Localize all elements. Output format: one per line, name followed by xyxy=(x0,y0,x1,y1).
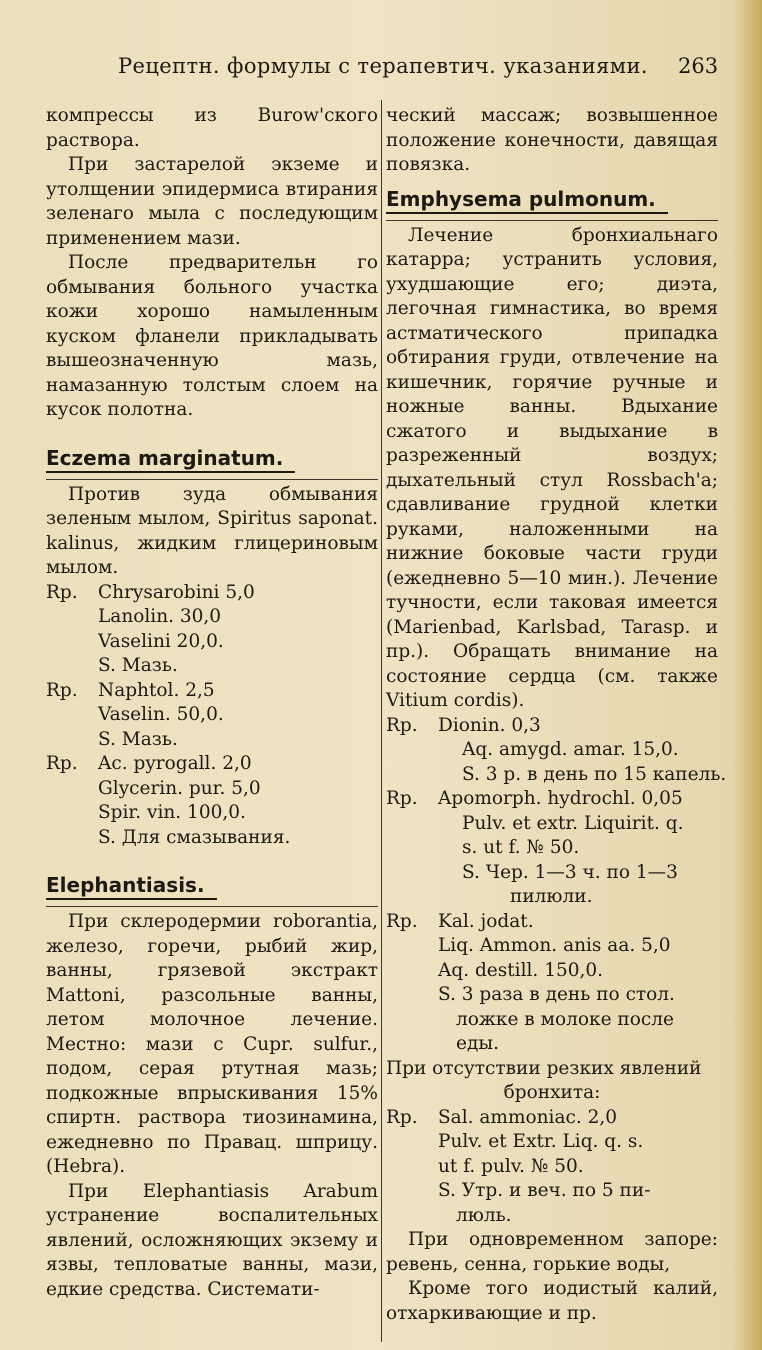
rx-signa: S. 3 р. в день по 15 капель. xyxy=(462,763,727,785)
section-rule xyxy=(46,479,378,480)
paragraph: Против зуда обмывания зеленым мылом, Spiritus saponat. kalinus, жидким глицериновым мылом. xyxy=(46,483,378,578)
rx-line: s. ut f. № 50. xyxy=(462,837,580,858)
paragraph: Кроме того иодистый калий, отхаркивающие и пр. xyxy=(386,1278,718,1324)
section-heading-elephantiasis xyxy=(46,872,378,900)
paragraph: Лечение бронхиальнаго катарра; устранить условия, ухудшающие его; диэта, легочная гимнастика, во время астматического припадка обтирания груди, отвлечение на кишечник, горячие ручные и ножные ванны. Вдыхание сжатого и выдыхание в разреженный воздух; дыхательный стул Rossbach'а; сдавливание грудной клетки руками, наложенными на нижние боковые части груди (ежедневно 5—10 мин.). Лечение тучности, если таковая имеется (Marienbad, Karlsbad, Tarasp. и пр.). Обращать внимание на состояние сердца (см. также Vitium cordis). xyxy=(386,224,718,711)
paragraph: При Elephantiasis Arabum устранение воспалительных явлений, осложняющих экзему и язвы, тепловатые ванны, мази, едкие средства. Системати- xyxy=(46,1180,378,1300)
rx-label: Rp. xyxy=(386,910,418,932)
rx-line: Vaselini 20,0. xyxy=(98,630,224,652)
rx-signa: S. Мазь. xyxy=(98,728,178,750)
prescription xyxy=(386,910,718,1057)
rx-label: Rp. xyxy=(386,788,418,809)
rx-label: Rp. xyxy=(46,679,78,701)
rx-line: Vaselin. 50,0. xyxy=(98,704,224,725)
rx-line: Spir. vin. 100,0. xyxy=(98,802,246,823)
rx-label: Rp. xyxy=(46,581,78,603)
rx-line: Naphtol. 2,5 xyxy=(98,679,215,701)
column-divider xyxy=(381,100,382,1342)
rx-signa-cont: ложке в молоке после xyxy=(456,1008,674,1030)
prescription xyxy=(386,787,718,910)
prescription xyxy=(46,679,378,753)
heading-text: Eczema marginatum. xyxy=(46,445,295,473)
prescription xyxy=(46,752,378,850)
rx-signa-cont: люль. xyxy=(456,1204,512,1226)
rx-signa: S. Для смазывания. xyxy=(98,826,291,848)
rx-line: Pulv. et Extr. Liq. q. s. xyxy=(438,1131,644,1152)
right-column xyxy=(386,104,727,1326)
rx-line: Sal. ammoniac. 2,0 xyxy=(438,1106,618,1128)
rx-line: ut f. pulv. № 50. xyxy=(438,1155,584,1177)
rx-line: Aq. destill. 150,0. xyxy=(438,959,604,981)
rx-line: Apomorph. hydrochl. 0,05 xyxy=(438,788,683,809)
section-rule xyxy=(386,220,718,221)
rx-line: Chrysarobini 5,0 xyxy=(98,581,255,603)
rx-line: Liq. Ammon. anis aa. 5,0 xyxy=(438,935,671,956)
paragraph: При застарелой экземе и утолщении эпидермиса втирания зеленаго мыла с последующим применением мази. xyxy=(46,154,378,249)
paragraph: компрессы из Burow'ского раствора. xyxy=(46,105,378,151)
section-rule xyxy=(46,906,378,907)
running-title: Рецептн. формулы с терапевтич. указаниями. xyxy=(118,54,648,78)
rx-line: Lanolin. 30,0 xyxy=(98,606,222,627)
paragraph: При отсутствии резких явлений xyxy=(386,1057,702,1079)
rx-line: Aq. amygd. amar. 15,0. xyxy=(462,739,679,760)
rx-signa: S. Утр. и веч. по 5 пи- xyxy=(438,1180,651,1201)
paragraph: ческий массаж; возвышенное положение конечности, давящая повязка. xyxy=(386,105,718,175)
rx-label: Rp. xyxy=(46,753,78,774)
rx-signa: S. Чер. 1—3 ч. по 1—3 xyxy=(462,861,678,883)
paragraph: При склеродермии roborantia, железо, горечи, рыбий жир, ванны, грязевой экстракт Mattoni, разсольные ванны, летом молочное лечение. Местно: мази с Cupr. sulfur., подом, серая ртутная мазь; подкожные впрыскивания 15% спиртн. раствора тиозинамина, ежедневно по Правац. шприцу. (Hebra). xyxy=(46,911,378,1177)
rx-label: Rp. xyxy=(386,1106,418,1128)
rx-line: Kal. jodat. xyxy=(438,910,534,932)
section-heading-eczema xyxy=(46,445,378,473)
prescription xyxy=(386,714,727,788)
prescription xyxy=(46,581,378,679)
rx-line: Ac. pyrogall. 2,0 xyxy=(98,753,252,774)
prescription xyxy=(386,1106,718,1229)
page-header xyxy=(0,54,762,88)
rx-label: Rp. xyxy=(386,714,418,736)
heading-text: Elephantiasis. xyxy=(46,872,217,900)
page-number: 263 xyxy=(678,54,719,78)
rx-signa: S. 3 раза в день по стол. xyxy=(438,984,675,1005)
paragraph: бронхита: xyxy=(503,1082,601,1103)
rx-signa-cont: еды. xyxy=(456,1033,499,1054)
heading-text: Emphysema pulmonum. xyxy=(386,186,668,214)
paragraph: При одновременном запоре: ревень, сенна, горькие воды, xyxy=(386,1229,718,1275)
rx-line: Dionin. 0,3 xyxy=(438,714,541,736)
rx-signa: S. Мазь. xyxy=(98,655,178,676)
rx-signa-cont: пилюли. xyxy=(510,886,593,907)
paragraph: После предварительн го обмывания больного участка кожи хорошо намыленным куском фланели прикладывать вышеозначенную мазь, намазанную толстым слоем на кусок полотна. xyxy=(46,252,378,420)
rx-line: Pulv. et extr. Liquirit. q. xyxy=(462,812,684,834)
left-column xyxy=(46,104,378,1302)
section-heading-emphysema xyxy=(386,186,718,214)
rx-line: Glycerin. pur. 5,0 xyxy=(98,777,261,799)
